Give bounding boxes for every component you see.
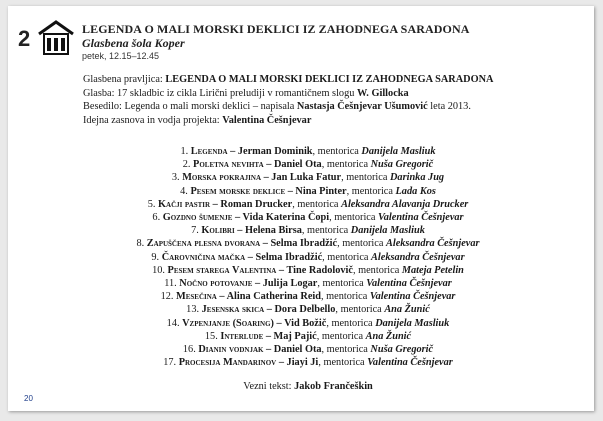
mentor-name: Ana Žunić <box>384 304 430 316</box>
list-item <box>68 158 548 171</box>
performer-name: Jiayi Ji <box>286 357 319 369</box>
item-index: 13. <box>186 304 202 316</box>
performer-name: Selma Ibradžić <box>255 251 323 263</box>
performer-name: Vida Katerina Čopi <box>242 212 330 224</box>
piece-title: Kolibri <box>201 225 235 237</box>
piece-title: Nočno potovanje <box>179 278 253 290</box>
list-item <box>68 237 548 250</box>
page-title: LEGENDA O MALI MORSKI DEKLICI IZ ZAHODNEGA SARADONA <box>82 22 470 36</box>
item-index: 11. <box>164 278 180 290</box>
mentor-label: , mentorica <box>352 264 402 276</box>
item-index: 5. <box>147 198 159 210</box>
mentor-name: Valentina Češnjevar <box>366 278 452 290</box>
item-index: 17. <box>163 357 179 369</box>
mentor-name: Darinka Jug <box>390 172 445 184</box>
separator: – <box>261 172 272 184</box>
separator: – <box>252 278 263 290</box>
mentor-name: Nuša Gregorič <box>370 344 434 356</box>
mentor-name: Danijela Masliuk <box>361 146 436 157</box>
item-index: 12. <box>160 291 177 303</box>
mentor-name: Lada Kos <box>395 185 436 197</box>
list-item <box>68 317 548 330</box>
mentor-label: , mentorica <box>337 238 386 250</box>
separator: – <box>234 225 245 237</box>
item-index: 6. <box>152 212 163 224</box>
performer-name: Dora Delbello <box>274 304 336 316</box>
separator: – <box>210 198 221 210</box>
info-line-music: Glasba: 17 skladbic iz cikla Lirični preludiji v romantičnem slogu W. Gillocka <box>83 87 409 99</box>
piece-title: Poletna nevihta <box>193 159 264 171</box>
performer-name: Tine Radolovič <box>286 264 353 276</box>
separator: – <box>232 212 243 224</box>
school-name: Glasbena šola Koper <box>82 36 185 50</box>
info-line-text: Besedilo: Legenda o mali morski deklici – napisala Nastasja Češnjevar Ušumović leta 2013. <box>83 101 471 112</box>
piece-title: Pesem starega Valentina <box>167 264 277 276</box>
piece-title: Mesečina <box>176 291 217 303</box>
item-index: 4. <box>180 185 191 197</box>
mentor-label: , mentorica <box>321 291 370 303</box>
event-time: petek, 12.15–12.45 <box>82 51 160 61</box>
performer-name: Jerman Dominik <box>237 146 313 157</box>
mentor-name: Danijela Masliuk <box>350 225 425 237</box>
separator: – <box>216 291 227 303</box>
separator: – <box>263 344 274 356</box>
mentor-label: , mentorica <box>346 185 396 197</box>
mentor-name: Mateja Petelin <box>401 264 464 276</box>
performer-name: Daniel Ota <box>273 344 322 356</box>
item-index: 8. <box>136 238 147 250</box>
item-index: 3. <box>171 172 183 184</box>
mentor-name: Valentina Češnjevar <box>369 291 456 303</box>
mentor-label: , mentorica <box>341 172 390 184</box>
item-number: 2 <box>18 26 31 51</box>
mentor-name: Nuša Gregorič <box>370 159 434 171</box>
mentor-name: Valentina Češnjevar <box>367 357 453 369</box>
piece-title: Procesija Mandarinov <box>178 357 277 369</box>
piece-title: Dianin vodnjak <box>198 344 264 356</box>
list-item <box>68 198 548 211</box>
performer-name: Jan Luka Fatur <box>271 172 342 184</box>
program-page <box>8 6 594 411</box>
mentor-label: , mentorica <box>322 251 372 263</box>
performer-name: Daniel Ota <box>273 159 322 171</box>
mentor-label: , mentorica <box>318 357 368 369</box>
mentor-name: Aleksandra Alavanja Drucker <box>341 198 469 210</box>
program-info <box>83 73 493 127</box>
piece-title: Kačji pastir <box>158 198 211 210</box>
mentor-name: Aleksandra Češnjevar <box>371 251 465 263</box>
item-index: 1. <box>180 146 191 157</box>
list-item <box>68 171 548 184</box>
mentor-label: , mentorica <box>326 317 376 329</box>
piece-title: Gozdno šumenje <box>162 212 233 224</box>
piece-title: Vzpenjanje (Soaring) <box>182 317 274 329</box>
mentor-label: , mentorica <box>301 225 351 237</box>
list-item <box>68 224 548 237</box>
mentor-name: Danijela Masliuk <box>375 317 450 329</box>
mentor-label: , mentorica <box>317 278 367 290</box>
school-building-icon <box>36 18 76 58</box>
separator: – <box>285 185 296 197</box>
list-item <box>68 185 548 198</box>
list-item <box>68 277 548 290</box>
list-item <box>68 264 548 277</box>
list-item <box>68 290 548 303</box>
item-index: 9. <box>151 251 162 263</box>
separator: – <box>276 264 287 276</box>
performer-name: Vid Božič <box>284 317 327 329</box>
performer-name: Helena Birsa <box>244 225 302 237</box>
performer-name: Nina Pinter <box>295 185 347 197</box>
page-number: 20 <box>24 394 33 403</box>
separator: – <box>263 159 274 171</box>
piece-title: Morska pokrajina <box>182 172 261 184</box>
mentor-name: Ana Žunić <box>365 330 412 342</box>
separator: – <box>264 304 275 316</box>
list-item <box>68 145 548 158</box>
info-line-fairytale: Glasbena pravljica: LEGENDA O MALI MORSKI DEKLICI IZ ZAHODNEGA SARADONA <box>83 74 494 85</box>
separator: – <box>263 330 274 342</box>
piece-title: Zapuščena plesna dvorana <box>146 238 261 250</box>
item-index: 16. <box>182 344 199 356</box>
item-index: 15. <box>204 330 221 342</box>
separator: – <box>273 317 285 329</box>
mentor-label: , mentorica <box>316 330 366 342</box>
piece-title: Legenda <box>190 146 228 157</box>
item-index: 10. <box>152 264 168 276</box>
mentor-label: , mentorica <box>321 159 371 171</box>
performer-name: Alina Catherina Reid <box>226 291 321 303</box>
performer-name: Maj Pajić <box>273 330 317 342</box>
piece-title: Interlude <box>220 330 264 342</box>
separator: – <box>276 357 287 369</box>
performer-name: Roman Drucker <box>220 198 293 210</box>
item-index: 14. <box>166 317 183 329</box>
mentor-label: , mentorica <box>329 212 379 224</box>
separator: – <box>260 238 271 250</box>
separator: – <box>245 251 256 263</box>
item-index: 7. <box>191 225 202 237</box>
performer-name: Selma Ibradžić <box>270 238 338 250</box>
separator: – <box>227 146 238 157</box>
pieces-list <box>68 145 548 369</box>
mentor-name: Aleksandra Češnjevar <box>385 238 480 250</box>
list-item <box>68 330 548 343</box>
header <box>82 22 470 62</box>
mentor-label: , mentorica <box>312 146 362 157</box>
mentor-name: Valentina Češnjevar <box>378 212 464 224</box>
piece-title: Pesem morske deklice <box>190 185 286 197</box>
info-line-lead: Idejna zasnova in vodja projekta: Valentina Češnjevar <box>83 114 312 126</box>
narration-credit: Vezni tekst: Jakob Frančeškin <box>243 381 373 392</box>
mentor-label: , mentorica <box>292 198 342 210</box>
piece-title: Čarovničina mačka <box>161 251 246 263</box>
list-item <box>68 211 548 224</box>
mentor-label: , mentorica <box>335 304 385 316</box>
list-item <box>68 303 548 316</box>
list-item <box>68 343 548 356</box>
performer-name: Julija Logar <box>262 278 318 290</box>
mentor-label: , mentorica <box>321 344 371 356</box>
list-item <box>68 356 548 369</box>
piece-title: Jesenska skica <box>201 304 265 316</box>
list-item <box>68 251 548 264</box>
item-index: 2. <box>182 159 194 171</box>
